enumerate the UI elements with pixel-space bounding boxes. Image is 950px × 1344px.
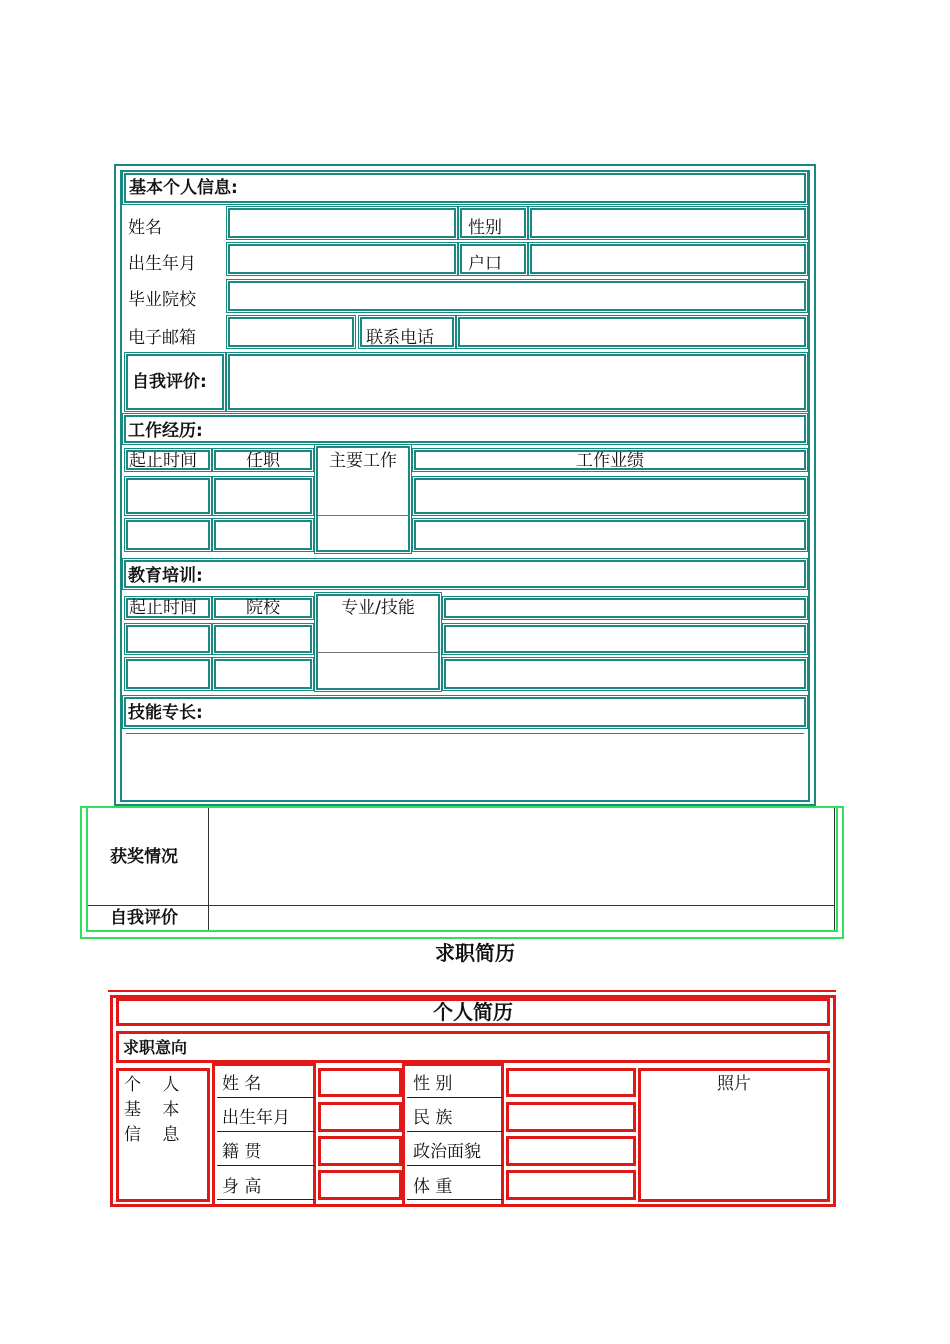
- school-label: 毕业院校: [128, 290, 196, 310]
- awards-right-border: [834, 808, 835, 930]
- awards-label: 获奖情况: [110, 847, 178, 867]
- red-top-line: [108, 990, 836, 992]
- left-row-divider-2: [217, 1131, 315, 1132]
- intent-label: 求职意向: [123, 1038, 188, 1057]
- school-input[interactable]: [228, 281, 806, 311]
- field-birth-label: 出生年月: [222, 1108, 290, 1128]
- gender-label: 性别: [468, 218, 502, 238]
- self-eval2-input[interactable]: [210, 907, 834, 929]
- self-eval-input[interactable]: [228, 354, 806, 410]
- native-value-input[interactable]: [318, 1136, 402, 1166]
- left-row-divider-4: [217, 1199, 315, 1200]
- field-height-label: 身 高: [222, 1177, 262, 1197]
- phone-label: 联系电话: [366, 328, 434, 348]
- edu-row2-school[interactable]: [214, 659, 312, 689]
- hukou-label: 户口: [468, 254, 502, 274]
- work-row1-perf[interactable]: [414, 478, 806, 514]
- edu-row2-time[interactable]: [126, 659, 210, 689]
- photo-label: 照片: [717, 1074, 751, 1094]
- weight-value-input[interactable]: [506, 1170, 636, 1200]
- birth-label: 出生年月: [128, 254, 196, 274]
- awards-input[interactable]: [210, 810, 834, 904]
- edu-col-major: 专业/技能: [341, 598, 415, 618]
- right-row-divider-2: [407, 1131, 503, 1132]
- phone-input[interactable]: [458, 317, 806, 347]
- name-label: 姓名: [128, 218, 162, 238]
- height-value-input[interactable]: [318, 1170, 402, 1200]
- awards-col-divider: [208, 808, 209, 930]
- left-input-bottom: [312, 1204, 406, 1207]
- right-row-divider-3: [407, 1165, 503, 1166]
- field-native-label: 籍 贯: [222, 1142, 262, 1162]
- work-row2-time[interactable]: [126, 520, 210, 550]
- intent-cell: [116, 1031, 830, 1063]
- edu-col-extra-cell: [444, 598, 806, 618]
- work-row2-perf[interactable]: [414, 520, 806, 550]
- ethnicity-value-input[interactable]: [506, 1102, 636, 1132]
- work-col-main: 主要工作: [329, 451, 397, 471]
- field-political-label: 政治面貌: [413, 1142, 481, 1162]
- self-eval2-label: 自我评价: [110, 908, 178, 928]
- skills-heading: 技能专长:: [128, 703, 203, 723]
- work-col-time: 起止时间: [129, 451, 197, 471]
- job-resume-title: 求职简历: [435, 941, 515, 965]
- edu-header-cell: [124, 560, 806, 588]
- field-gender-label: 性 别: [413, 1074, 453, 1094]
- resume-title: 个人简历: [433, 1000, 513, 1024]
- basic-info-label: 个 人 基 本 信 息: [124, 1075, 188, 1145]
- field-name-label: 姓 名: [222, 1074, 262, 1094]
- work-row1-position[interactable]: [214, 478, 312, 514]
- work-heading: 工作经历:: [128, 421, 203, 441]
- name-value-input[interactable]: [318, 1068, 402, 1097]
- awards-row-divider: [88, 905, 834, 906]
- edu-col-school: 院校: [246, 598, 280, 618]
- right-input-bottom: [500, 1204, 640, 1207]
- name-input[interactable]: [228, 208, 456, 238]
- skills-header-cell: [124, 697, 806, 727]
- edu-row2-extra[interactable]: [444, 659, 806, 689]
- political-value-input[interactable]: [506, 1136, 636, 1166]
- right-row-divider-4: [407, 1199, 503, 1200]
- left-row-divider-1: [217, 1097, 315, 1098]
- work-header-cell: [124, 415, 806, 443]
- work-main-divider: [318, 515, 410, 516]
- work-col-position: 任职: [246, 451, 280, 471]
- edu-row1-time[interactable]: [126, 625, 210, 653]
- birth-input[interactable]: [228, 244, 456, 274]
- field-weight-label: 体 重: [413, 1177, 453, 1197]
- gender-value-input[interactable]: [506, 1068, 636, 1097]
- right-row-divider-1: [407, 1097, 503, 1098]
- skills-input[interactable]: [126, 736, 804, 798]
- skills-divider: [126, 733, 804, 734]
- email-input[interactable]: [228, 317, 354, 347]
- hukou-input[interactable]: [530, 244, 806, 274]
- field-ethnicity-label: 民 族: [413, 1108, 453, 1128]
- edu-row1-extra[interactable]: [444, 625, 806, 653]
- edu-col-time: 起止时间: [129, 598, 197, 618]
- edu-row1-school[interactable]: [214, 625, 312, 653]
- work-row1-time[interactable]: [126, 478, 210, 514]
- birth-value-input[interactable]: [318, 1102, 402, 1132]
- edu-heading: 教育培训:: [128, 566, 203, 586]
- left-row-divider-3: [217, 1165, 315, 1166]
- self-eval-label: 自我评价:: [132, 372, 207, 392]
- basic-info-heading: 基本个人信息:: [129, 178, 238, 198]
- gender-input[interactable]: [530, 208, 806, 238]
- edu-major-divider: [318, 652, 438, 653]
- work-row2-position[interactable]: [214, 520, 312, 550]
- email-label: 电子邮箱: [128, 328, 196, 348]
- work-col-perf: 工作业绩: [576, 451, 644, 471]
